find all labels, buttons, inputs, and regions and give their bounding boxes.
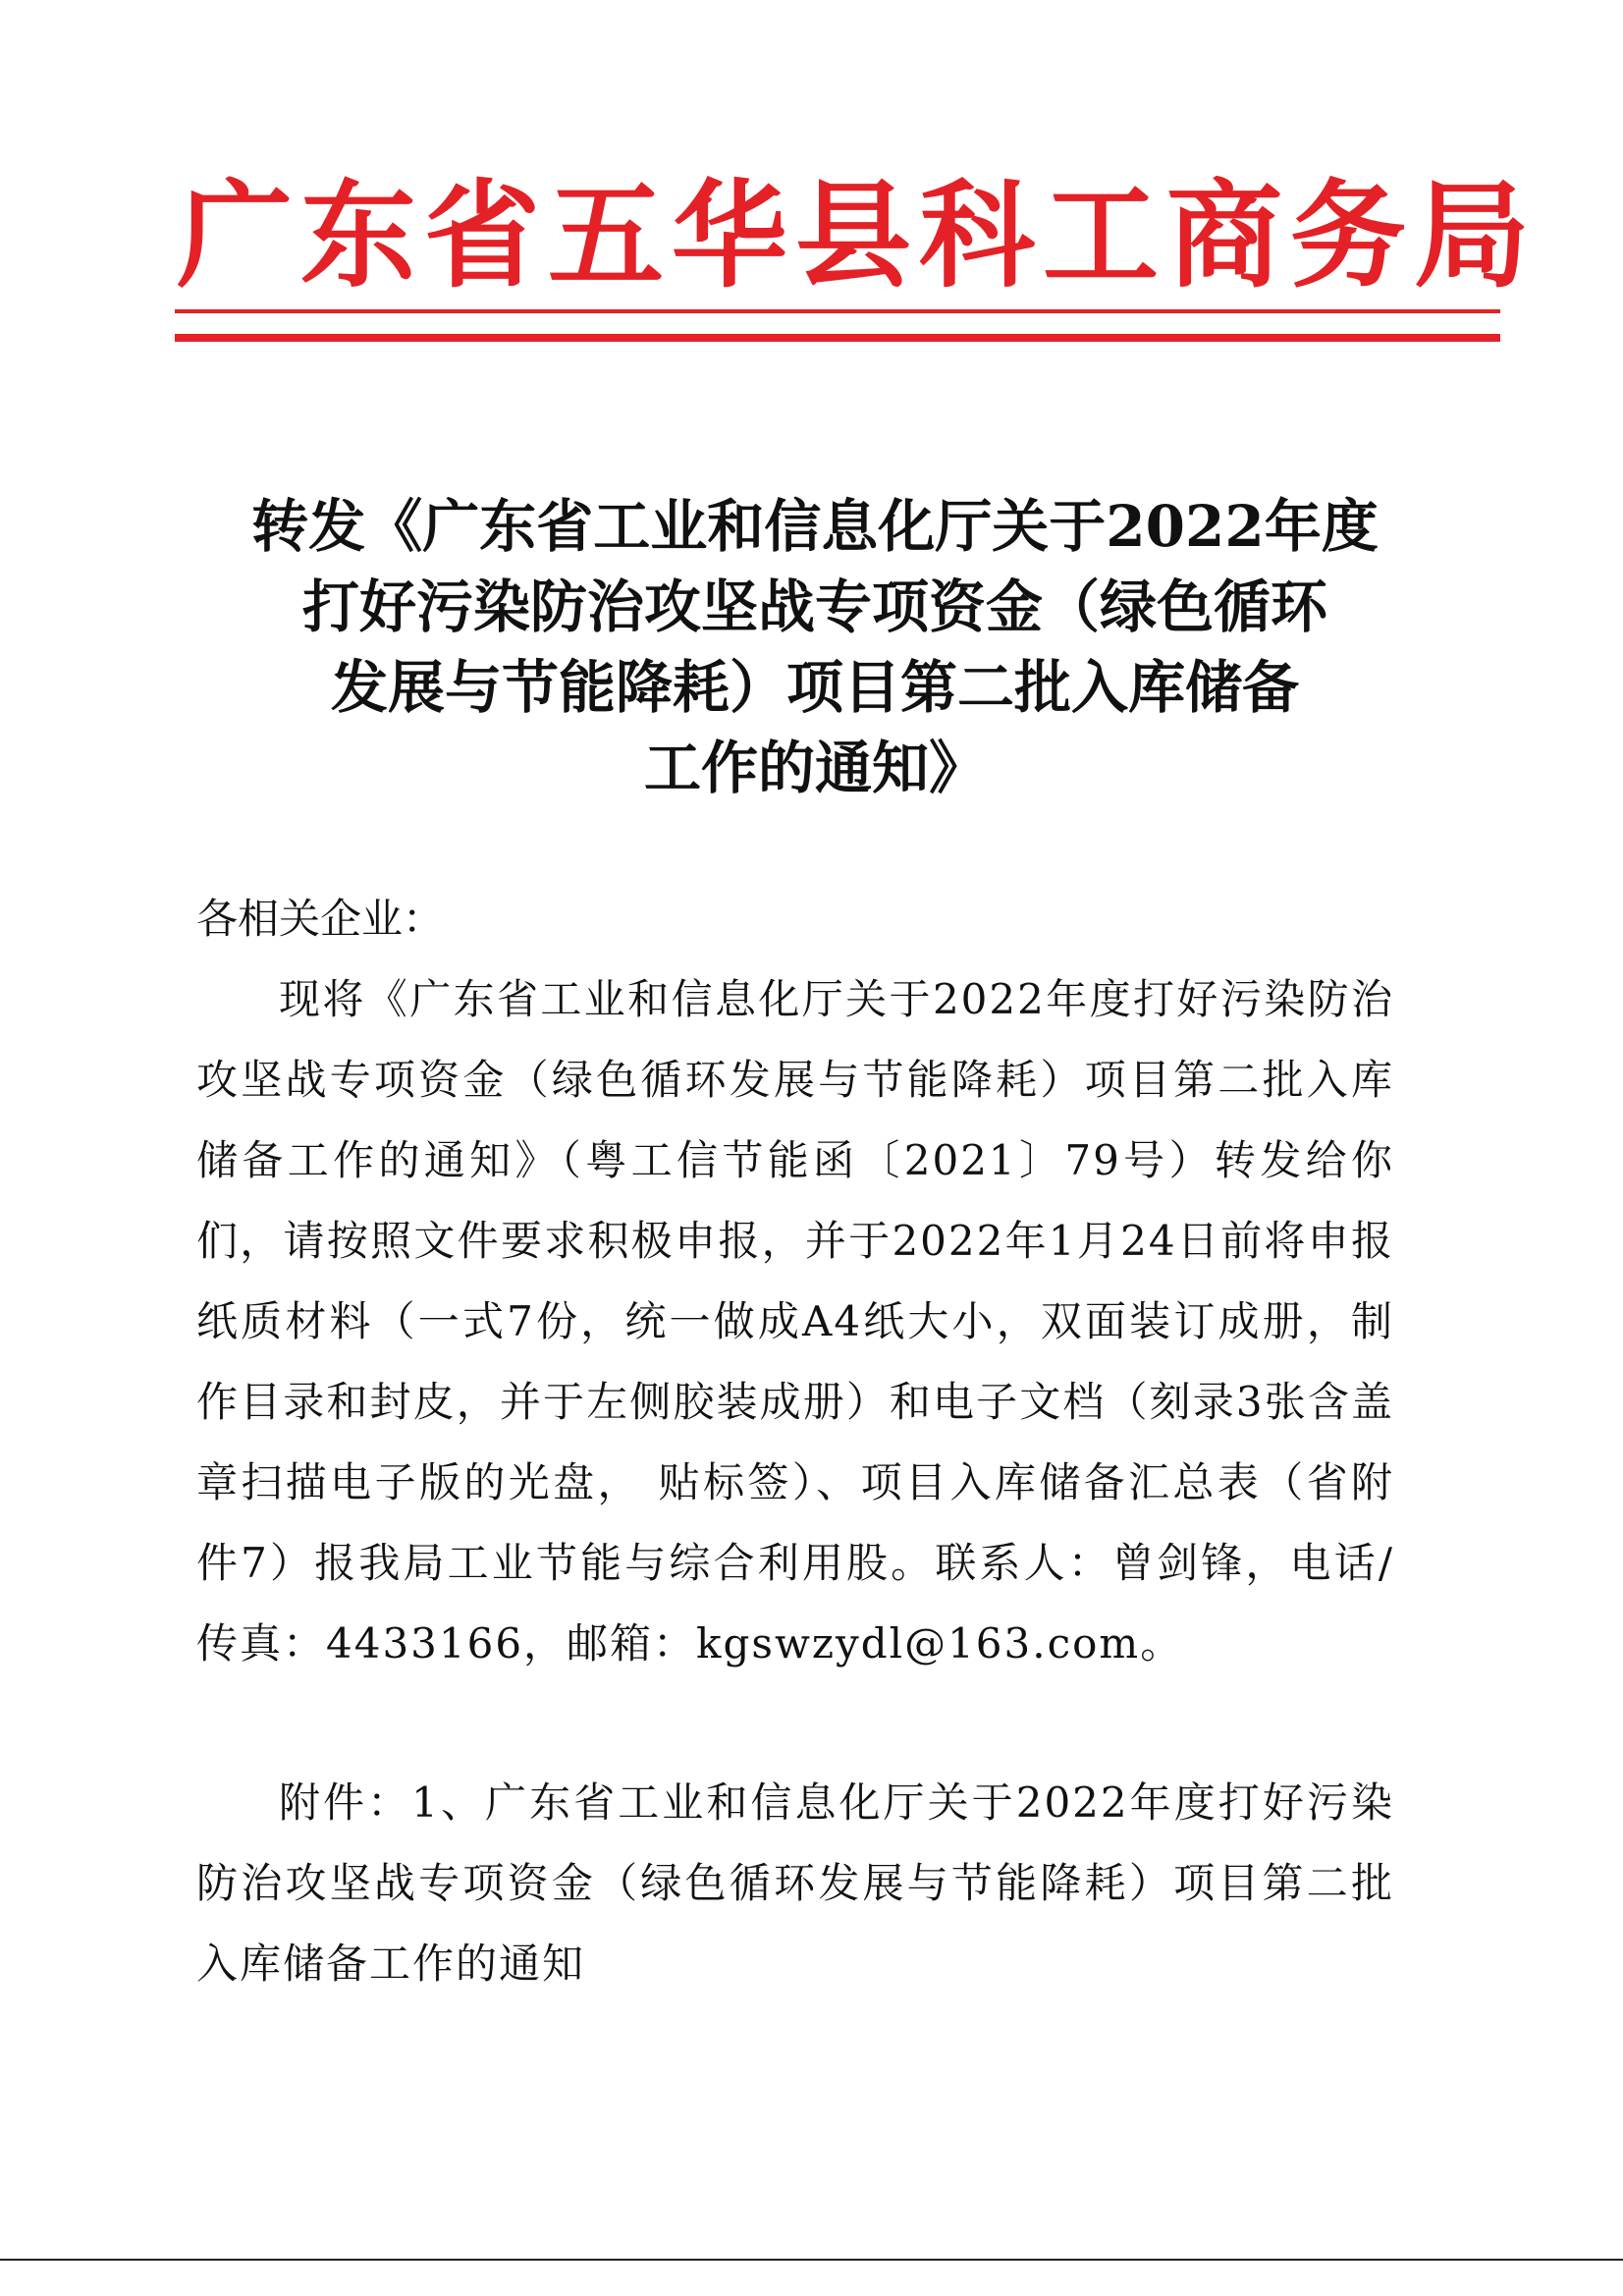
document-body xyxy=(196,879,1394,1684)
letterhead-org-name: 广东省五华县科工商务局 xyxy=(177,167,1539,303)
letterhead-rule-thin xyxy=(175,309,1500,313)
title-line: 发展与节能降耗）项目第二批入库储备 xyxy=(330,654,1299,721)
salutation: 各相关企业： xyxy=(196,895,445,943)
title-line: 转发《广东省工业和信息化厅关于2022年度 xyxy=(251,493,1379,560)
title-line: 打好污染防治攻坚战专项资金（绿色循环 xyxy=(301,574,1327,640)
title-line: 工作的通知》 xyxy=(643,735,986,801)
body-paragraph: 现将《广东省工业和信息化厅关于2022年度打好污染防治攻坚战专项资金（绿色循环发展与节能降耗）项目第二批入库储备工作的通知》（粤工信节能函〔2021〕79号）转发给你们，请按照文件要求积极申报，并于2022年1月24日前将申报纸质材料（一式7份，统一做成A4纸大小，双面装订成册，制作目录和封皮，并于左侧胶装成册）和电子文档（刻录3张含盖章扫描电子版的光盘， 贴标签）、项目入库储备汇总表（省附件7）报我局工业节能与综合利用股。联系人：曾剑锋，电话/传真：4433166，邮箱：kgswzydl@163.com。 xyxy=(196,975,1394,1667)
attachment-note: 附件：1、广东省工业和信息化厅关于2022年度打好污染防治攻坚战专项资金（绿色循环发展与节能降耗）项目第二批入库储备工作的通知 xyxy=(196,1778,1394,1988)
document-title xyxy=(157,486,1473,808)
letterhead-rule-thick xyxy=(175,334,1500,342)
scan-edge-line xyxy=(0,2259,1623,2261)
